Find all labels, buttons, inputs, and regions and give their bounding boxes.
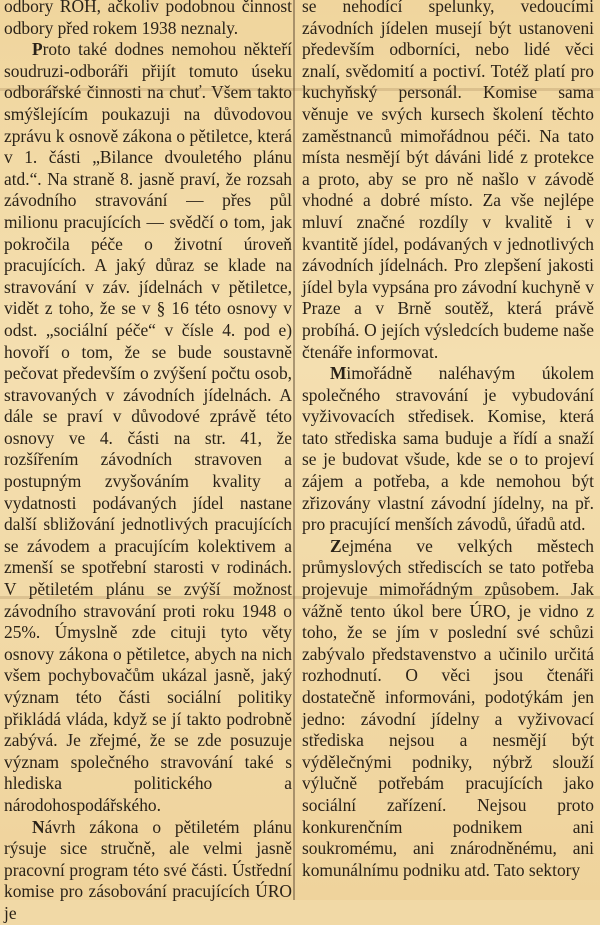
paragraph [302,536,594,882]
left-column [0,0,292,923]
right-column [302,0,594,906]
paragraph-lead: P [32,39,43,60]
paragraph-lead: M [330,363,347,384]
paper-fold [0,596,600,599]
paragraph-text: roto také dodnes nemohou někteří soudruzi-odboráři přijít tomuto úseku odborářské činnosti na chuť. Všem takto smýšlejícím poukazuji na důvodovou zprávu k osnově zákona o pětiletce, která v 1. části „Bilance dvouletého plánu atd.“. Na straně 8. jasně praví, že rozsah závodního stravování — přes půl milionu pracujících — svědčí o tom, jak pokročila péče o životní úroveň pracujících. A jaký důraz se klade na stravování v záv. jídelnách v pětiletce, vidět z toho, že se v § 16 této osnovy v odst. „sociální péče“ v čísle 4. pod e) hovoří o tom, že se bude soustavně pečovat především o zvýšení počtu osob, stravovaných v závodních jídelnách. A dále se praví v důvodové zprávě této osnovy ve 4. části na str. 41, že rozšířením závodních stravoven a postupným zvyšováním kvality a vydatnosti podávaných jídel nastane další sbližování jednotlivých pracujících se závodem a pracujícím kolektivem a zmenší se spotřební starosti v rodinách. V pětiletém plánu se zvýší možnost závodního stravování proti roku 1948 o 25%. Úmyslně zde cituji tyto věty osnovy zákona o pětiletce, abych na nich všem pochybovačům ukázal jasně, jaký význam této části sociální politiky přikládá vláda, když se jí takto podrobně zabývá. Je zřejmé, že se zde posuzuje význam společného stravování také s hlediska politického a národohospodářského. [4,39,292,815]
paragraph-text: se nehodící spelunky, vedoucími závodních jídelen musejí být ustanoveni především odborníci, nebo lidé věci znalí, svědomití a poctiví. Totéž platí pro kuchyňský personál. Komise sama věnuje ve svých kursech školení těchto zaměstnanců mimořádnou péči. Na tato místa nesmějí být dáváni lidé z protekce a proto, aby se pro ně našlo v závodě vhodné a dobré místo. Za vše nejlépe mluví značné rozdíly v kvalitě i v kvantitě jídel, podávaných v jednotlivých závodních jídelnách. Pro zlepšení jakosti jídel byla vypsána pro závodní kuchyně v Praze a v Brně soutěž, která právě probíhá. O jejích výsledcích budeme naše čtenáře informovat. [302,0,594,362]
paragraph-text: ejména ve velkých městech průmyslových střediscích se tato potřeba projevuje mimořádným způsobem. Jak vážně tento úkol bere ÚRO, je vidno z toho, že se jím v poslední své schůzi zabývalo představenstvo a učinilo určitá rozhodnutí. O věci jsou čtenáři dostatečně informováni, podotýkám jen jedno: závodní jídelny a vyživovací střediska nejsou a nesmějí být výdělečnými podniky, nýbrž slouží výlučně potřebám pracujících jako sociální zařízení. Nejsou proto konkurenčním podnikem ani soukromému, ani znárodněnému, ani komunálnímu podniku atd. Tato sektory [302,535,594,880]
paragraph-lead: Z [330,535,342,556]
paragraph [4,817,292,925]
paper-fold [0,88,600,91]
paragraph [4,0,292,39]
paragraph [302,363,594,536]
paragraph-lead: N [32,816,45,837]
column-divider [293,0,295,900]
paragraph-text: imořádně naléhavým úkolem společného stravování je vybudování vyživovacích středisek. Komise, která tato střediska sama buduje a řídí a snaží se je budovat všude, kde se o to projeví zájem a potřeba, a kde nemohou být zřizovány vlastní závodní jídelny, na př. pro pracující menších závodů, úřadů atd. [302,363,594,535]
paragraph [302,0,594,363]
paragraph [4,39,292,816]
paragraph-text: odbory ROH, ačkoliv podobnou činnost odbory před rokem 1938 neznaly. [4,0,292,38]
paragraph-text: ávrh zákona o pětiletém plánu rýsuje sice stručně, ale velmi jasně pracovní program této své části. Ústřední komise pro zásobování pracujících ÚRO je [4,816,292,923]
